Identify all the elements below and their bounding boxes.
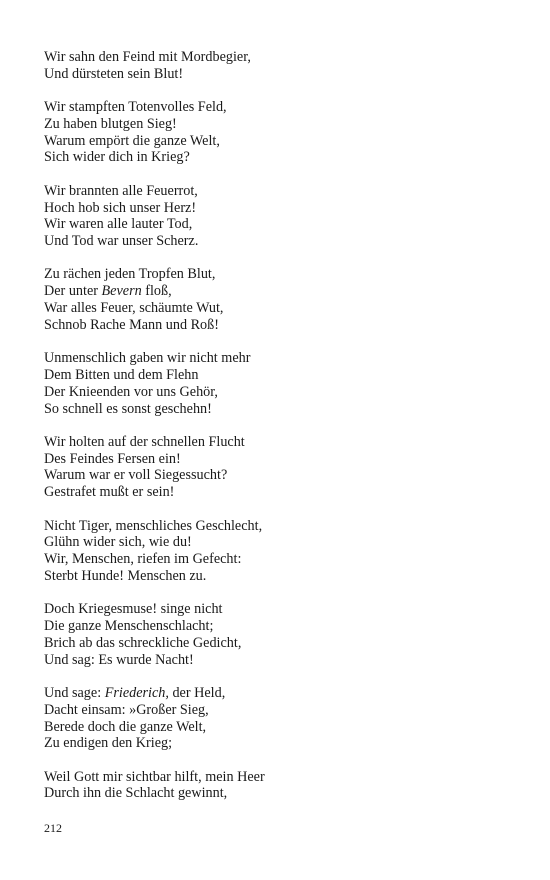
verse-line: [44, 367, 514, 384]
verse-text: Warum empört die ganze Welt,: [44, 132, 220, 149]
verse-text: Sich wider dich in Krieg?: [44, 149, 190, 166]
verse-text: Zu endigen den Krieg;: [44, 735, 173, 752]
verse-text: Wir holten auf der schnellen Flucht: [44, 433, 245, 450]
verse-line: [44, 702, 514, 719]
verse-text: Warum war er voll Siegessucht?: [44, 467, 228, 484]
verse-line: [44, 183, 514, 200]
verse-line: [44, 116, 514, 133]
verse-text: Nicht Tiger, menschliches Geschlecht,: [44, 517, 263, 534]
verse-line: [44, 384, 514, 401]
verse-text: So schnell es sonst geschehn!: [44, 400, 212, 417]
verse-line: [44, 484, 514, 501]
verse-line: [44, 534, 514, 551]
verse-text: Berede doch die ganze Welt,: [44, 718, 207, 735]
verse-text: Durch ihn die Schlacht gewinnt,: [44, 785, 228, 802]
stanza: [44, 350, 514, 417]
verse-text: Des Feindes Fersen ein!: [44, 450, 181, 467]
verse-text: Und sage:: [44, 684, 105, 701]
verse-line: [44, 635, 514, 652]
verse-text: Unmenschlich gaben wir nicht mehr: [44, 350, 251, 367]
verse-text: Doch Kriegesmuse! singe nicht: [44, 601, 223, 618]
verse-line: [44, 133, 514, 150]
verse-text: Der unter: [44, 283, 102, 300]
verse-text: Brich ab das schreckliche Gedicht,: [44, 634, 242, 651]
verse-line: [44, 719, 514, 736]
verse-text: Und dürsteten sein Blut!: [44, 65, 184, 82]
verse-line: [44, 735, 514, 752]
stanza: [44, 434, 514, 501]
verse-text: Der Knieenden vor uns Gehör,: [44, 383, 218, 400]
verse-text: War alles Feuer, schäumte Wut,: [44, 300, 224, 317]
verse-line: [44, 769, 514, 786]
verse-text: Wir brannten alle Feuerrot,: [44, 182, 198, 199]
stanza: [44, 518, 514, 585]
stanza: [44, 99, 514, 166]
verse-line: [44, 200, 514, 217]
verse-line: [44, 317, 514, 334]
verse-text: der Held,: [168, 684, 226, 701]
verse-line: [44, 149, 514, 166]
verse-text: Wir sahn den Feind mit Mordbegier,: [44, 49, 251, 65]
verse-line: [44, 618, 514, 635]
stanza: [44, 183, 514, 250]
verse-line: [44, 233, 514, 250]
verse-line: [44, 451, 514, 468]
verse-text: Zu haben blutgen Sieg!: [44, 115, 177, 132]
verse-line: [44, 99, 514, 116]
verse-line: [44, 551, 514, 568]
verse-text: Glühn wider sich, wie du!: [44, 534, 192, 551]
verse-text: floß,: [141, 283, 172, 300]
italic-name: Friederich,: [104, 684, 169, 701]
verse-line: [44, 300, 514, 317]
verse-line: [44, 568, 514, 585]
verse-line: [44, 216, 514, 233]
verse-text: Hoch hob sich unser Herz!: [44, 199, 197, 216]
verse-text: Weil Gott mir sichtbar hilft, mein Heer: [44, 768, 265, 785]
verse-text: Dem Bitten und dem Flehn: [44, 366, 199, 383]
stanza: [44, 769, 514, 803]
verse-line: [44, 467, 514, 484]
page-number: 212: [44, 821, 62, 835]
verse-line: [44, 350, 514, 367]
verse-text: Die ganze Menschenschlacht;: [44, 618, 214, 635]
stanza: [44, 601, 514, 668]
verse-line: [44, 49, 514, 66]
poem-text: [44, 49, 514, 819]
verse-line: [44, 652, 514, 669]
verse-text: Wir, Menschen, riefen im Gefecht:: [44, 551, 242, 568]
verse-text: Dacht einsam: »Großer Sieg,: [44, 701, 209, 718]
verse-text: Zu rächen jeden Tropfen Blut,: [44, 266, 216, 283]
italic-name: Bevern: [101, 283, 142, 300]
verse-line: [44, 66, 514, 83]
verse-text: Sterbt Hunde! Menschen zu.: [44, 567, 207, 584]
verse-line: [44, 283, 514, 300]
stanza: [44, 685, 514, 752]
verse-text: Schnob Rache Mann und Roß!: [44, 316, 219, 333]
stanza: [44, 49, 514, 83]
stanza: [44, 266, 514, 333]
verse-line: [44, 518, 514, 535]
verse-line: [44, 785, 514, 802]
verse-text: Wir waren alle lauter Tod,: [44, 216, 193, 233]
verse-line: [44, 601, 514, 618]
verse-line: [44, 401, 514, 418]
verse-line: [44, 266, 514, 283]
verse-line: [44, 685, 514, 702]
verse-line: [44, 434, 514, 451]
verse-text: Gestrafet mußt er sein!: [44, 484, 175, 501]
verse-text: Und sag: Es wurde Nacht!: [44, 651, 194, 668]
verse-text: Und Tod war unser Scherz.: [44, 233, 199, 250]
verse-text: Wir stampften Totenvolles Feld,: [44, 99, 227, 116]
